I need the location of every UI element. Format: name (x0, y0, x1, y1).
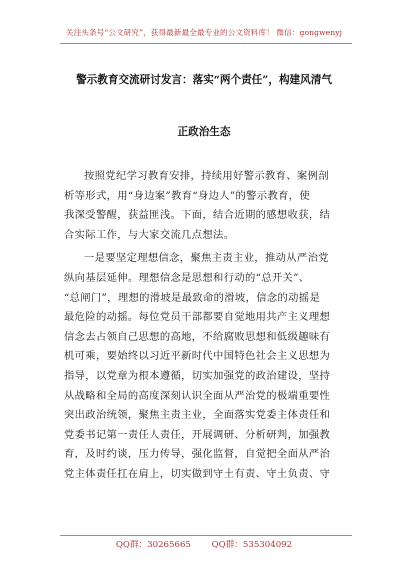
footer-qq-group-1: QQ群：30265665 (115, 540, 191, 550)
body-line: 信念去占领自己思想的高地，不给腐败思想和低级趣味有 (64, 330, 331, 343)
body-line: 一是要坚定理想信念，聚焦主责主业，推动从严治党 (84, 252, 329, 265)
body-line: 从战略和全局的高度深刻认识全面从严治党的极端重要性 (64, 389, 331, 402)
document-title-line-1: 警示教育交流研讨发言：落实“两个责任”，构建风清气 (76, 74, 332, 86)
body-line: 指导，以党章为根本遵循，切实加强党的政治建设，坚持 (64, 369, 331, 382)
document-title-line-2: 正政治生态 (177, 126, 231, 138)
body-line: 析等形式，用“身边案”教育“身边人”的警示教育，使 (64, 189, 311, 202)
body-line: 最危险的动摇。每位党员干部都要自觉地用共产主义理想 (64, 311, 331, 324)
body-line: 合实际工作，与大家交流几点想法。 (64, 228, 235, 241)
body-line: 突出政治统领，聚焦主责主业，全面落实党委主体责任和 (64, 409, 331, 422)
body-line: 党委书记第一责任人责任，开展调研、分析研判，加强教 (64, 428, 331, 441)
footer-divider (60, 535, 352, 536)
document-body (64, 167, 346, 485)
body-line: 纵向基层延伸。理想信念是思想和行动的“总开关”、 (64, 271, 310, 284)
body-line: “总闸门”，理想的滑坡是最致命的滑坡，信念的动摇是 (64, 291, 321, 304)
footer (0, 538, 408, 550)
header-note: 关注头条号“公文研究”，获得最新最全最专业的公文资料库！ 微信：gongwenyj (65, 28, 343, 37)
footer-qq-group-2: QQ群：535304092 (211, 540, 293, 550)
body-line: 育，及时约谈，压力传导，强化监督，自觉把全面从严治 (64, 448, 331, 461)
body-line: 党主体责任扛在肩上，切实做到守土有责、守土负责、守 (64, 467, 331, 480)
body-line: 按照党纪学习教育安排，持续用好警示教育、案例剖 (84, 170, 329, 182)
body-line: 我深受警醒，获益匪浅。下面，结合近期的感想收获，结 (64, 209, 331, 222)
body-line: 机可乘，要始终以习近平新时代中国特色社会主义思想为 (64, 350, 331, 363)
header-divider (60, 43, 352, 44)
